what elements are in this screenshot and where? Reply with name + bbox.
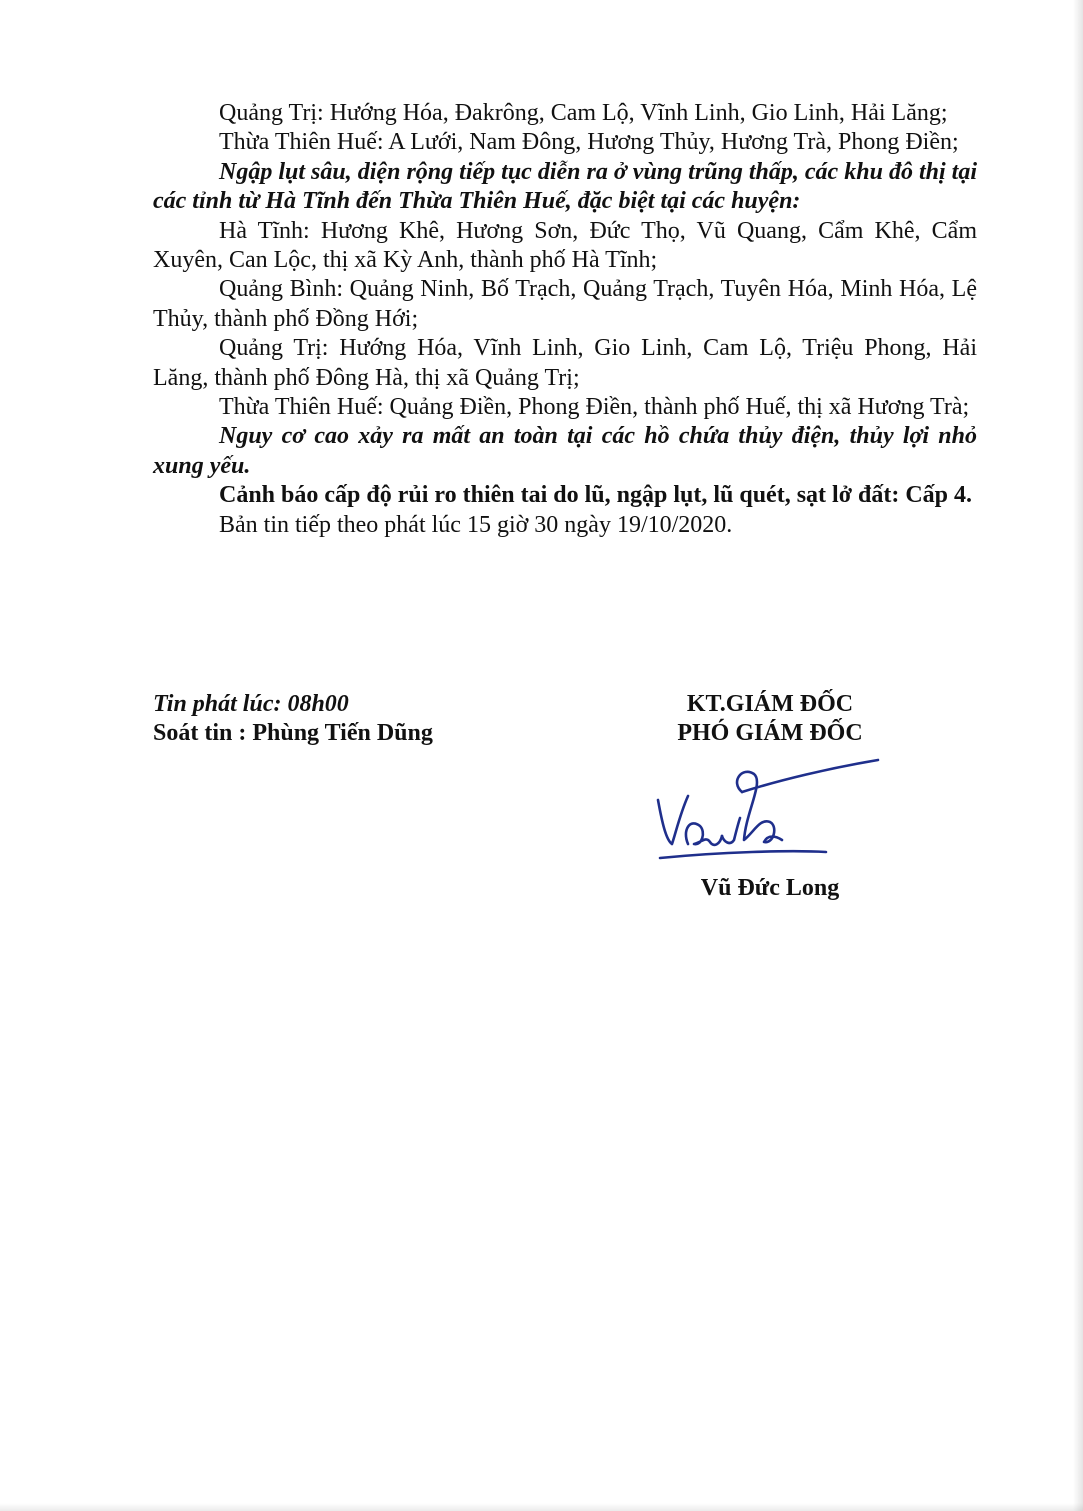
- paragraph-ha-tinh-flooding: Hà Tĩnh: Hương Khê, Hương Sơn, Đức Thọ, Vũ Quang, Cẩm Khê, Cẩm Xuyên, Can Lộc, thị xã Kỳ Anh, thành phố Hà Tĩnh;: [153, 217, 977, 274]
- page-edge-shadow-bottom: [0, 1503, 1083, 1511]
- paragraph-thua-thien-hue-flooding: Thừa Thiên Huế: Quảng Điền, Phong Điền, thành phố Huế, thị xã Hương Trà;: [219, 394, 970, 421]
- bulletin-body: [153, 99, 977, 540]
- handwritten-signature: [650, 752, 890, 872]
- paragraph-quang-tri-landslide: Quảng Trị: Hướng Hóa, Đakrông, Cam Lộ, Vĩnh Linh, Gio Linh, Hải Lăng;: [219, 100, 948, 126]
- signer-block: [620, 690, 920, 749]
- signer-title-vice-director: PHÓ GIÁM ĐỐC: [677, 720, 863, 747]
- issue-info: [153, 690, 433, 749]
- paragraph-next-bulletin: Bản tin tiếp theo phát lúc 15 giờ 30 ngày 19/10/2020.: [219, 511, 733, 538]
- signer-name: Vũ Đức Long: [700, 875, 840, 901]
- issued-time: Tin phát lúc: 08h00: [153, 691, 349, 717]
- paragraph-risk-level: Cảnh báo cấp độ rủi ro thiên tai do lũ, ngập lụt, lũ quét, sạt lở đất: Cấp 4.: [219, 482, 972, 509]
- page-edge-shadow-right: [1073, 0, 1083, 1511]
- signer-title-deputy: KT.GIÁM ĐỐC: [686, 691, 854, 717]
- reviewer: Soát tin : Phùng Tiến Dũng: [153, 720, 433, 747]
- paragraph-quang-binh-flooding: Quảng Bình: Quảng Ninh, Bố Trạch, Quảng Trạch, Tuyên Hóa, Minh Hóa, Lệ Thủy, thành phố Đồng Hới;: [153, 276, 977, 332]
- paragraph-reservoir-risk: Nguy cơ cao xảy ra mất an toàn tại các hồ chứa thủy điện, thủy lợi nhỏ xung yếu.: [153, 423, 977, 479]
- paragraph-flooding-warning: Ngập lụt sâu, diện rộng tiếp tục diễn ra ở vùng trũng thấp, các khu đô thị tại các tỉnh từ Hà Tĩnh đến Thừa Thiên Huế, đặc biệt tại các huyện:: [153, 158, 977, 215]
- paragraph-quang-tri-flooding: Quảng Trị: Hướng Hóa, Vĩnh Linh, Gio Linh, Cam Lộ, Triệu Phong, Hải Lăng, thành phố Đông Hà, thị xã Quảng Trị;: [153, 335, 977, 391]
- paragraph-thua-thien-hue-landslide: Thừa Thiên Huế: A Lưới, Nam Đông, Hương Thủy, Hương Trà, Phong Điền;: [219, 129, 959, 156]
